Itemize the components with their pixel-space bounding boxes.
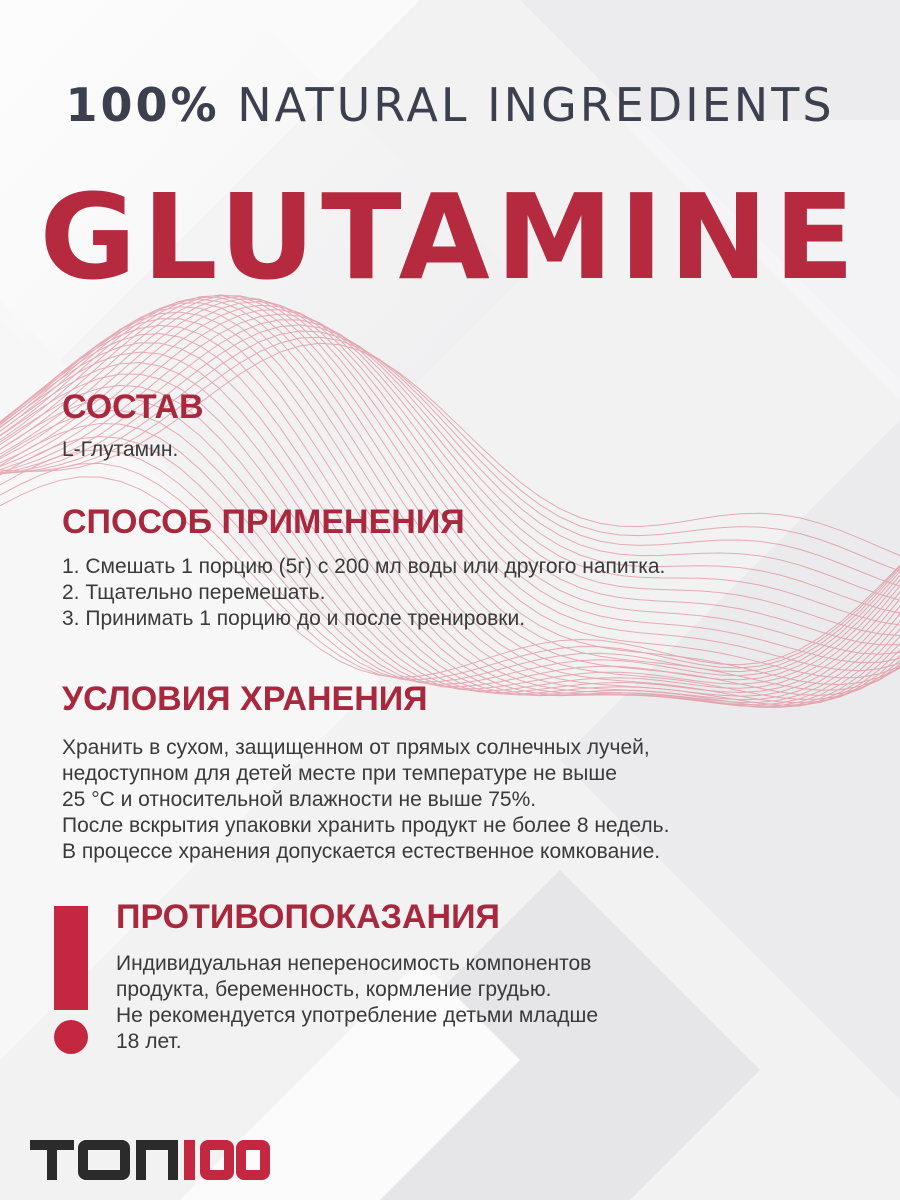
composition-line: L-Глутамин.: [62, 438, 179, 461]
usage-line: 2. Тщательно перемешать.: [62, 581, 326, 604]
storage-title: УСЛОВИЯ ХРАНЕНИЯ: [62, 680, 428, 718]
usage-body: [62, 554, 862, 632]
logo-letter-t: [30, 1140, 74, 1180]
product-title: GLUTAMINE: [39, 168, 861, 306]
usage-section: [62, 503, 862, 632]
usage-line: 3. Принимать 1 порцию до и после тренировки.: [62, 607, 526, 630]
logo-digit-1: [184, 1140, 195, 1180]
brand-logo: [30, 1140, 270, 1180]
contraindications-line: 18 лет.: [116, 1030, 182, 1053]
contraindications-title: ПРОТИВОПОКАЗАНИЯ: [116, 898, 500, 936]
storage-line: недоступном для детей месте при температуре не выше: [62, 762, 617, 785]
contraindications-line: продукта, беременность, кормление грудью.: [116, 978, 552, 1001]
contraindications-line: Индивидуальная непереносимость компонентов: [116, 952, 592, 975]
composition-title: СОСТАВ: [62, 388, 204, 426]
storage-section: [62, 680, 862, 865]
exclamation-dot: [54, 1020, 88, 1054]
storage-line: 25 °C и относительной влажности не выше 75%.: [62, 788, 537, 811]
storage-line: Хранить в сухом, защищенном от прямых солнечных лучей,: [62, 736, 650, 759]
usage-title: СПОСОБ ПРИМЕНЕНИЯ: [62, 503, 465, 541]
exclamation-bar: [54, 906, 88, 1010]
logo-digit-0: [236, 1140, 270, 1180]
composition-body: [62, 437, 862, 463]
composition-section: [62, 388, 862, 463]
contraindications-section: [116, 898, 876, 1055]
storage-line: После вскрытия упаковки хранить продукт не более 8 недель.: [62, 814, 670, 837]
logo-letter-p: [136, 1140, 178, 1180]
contraindications-body: [116, 951, 876, 1055]
tagline-text: NATURAL INGREDIENTS: [237, 78, 835, 132]
storage-line: В процессе хранения допускается естественное комкование.: [62, 840, 661, 863]
contraindications-line: Не рекомендуется употребление детьми младше: [116, 1004, 599, 1027]
usage-line: 1. Смешать 1 порцию (5г) с 200 мл воды или другого напитка.: [62, 555, 666, 578]
storage-body: [62, 735, 862, 865]
tagline: [0, 78, 900, 132]
logo-letter-o: [78, 1140, 130, 1180]
logo-digit-0: [200, 1140, 234, 1180]
exclamation-icon: [54, 906, 88, 1054]
tagline-percent: 100%: [65, 78, 220, 132]
